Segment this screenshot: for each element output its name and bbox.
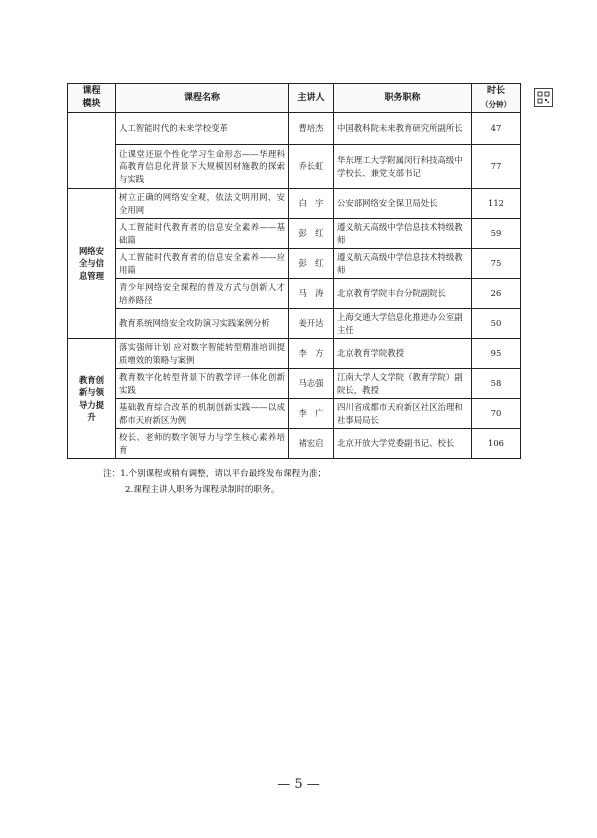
module-cell-1 [68, 113, 116, 189]
qr-scan-icon[interactable] [534, 88, 553, 107]
header-duration-label: 时长 [486, 86, 505, 96]
speaker-title: 北京开放大学党委副书记、校长 [334, 429, 472, 459]
table-row [68, 339, 521, 369]
table-row [68, 429, 521, 459]
speaker-title: 中国教科院未来教育研究所副所长 [334, 113, 472, 145]
speaker-name: 马志强 [289, 369, 334, 399]
course-name: 基础教育综合改革的机制创新实践——以成都市天府新区为例 [116, 399, 289, 429]
speaker-name: 白 宇 [289, 189, 334, 219]
duration: 95 [472, 339, 521, 369]
speaker-name: 李 广 [289, 399, 334, 429]
footnotes [103, 466, 326, 498]
duration: 50 [472, 309, 521, 339]
course-name: 人工智能时代教育者的信息安全素养——基础篇 [116, 219, 289, 249]
table-row [68, 249, 521, 279]
table-row [68, 145, 521, 189]
course-table [67, 83, 521, 459]
header-duration-unit: （分钟） [481, 100, 511, 109]
speaker-name: 姜开达 [289, 309, 334, 339]
course-name: 人工智能时代教育者的信息安全素养——应用篇 [116, 249, 289, 279]
module-cell-network-security: 网络安 全与信 息管理 [68, 189, 116, 339]
module-cell-education-leadership: 教育创 新与领 导力提 升 [68, 339, 116, 459]
duration: 112 [472, 189, 521, 219]
footnote-2: 2.课程主讲人职务为课程录制时的职务。 [125, 485, 280, 495]
speaker-name: 曹培杰 [289, 113, 334, 145]
speaker-name: 彭 红 [289, 249, 334, 279]
duration: 106 [472, 429, 521, 459]
table-row [68, 309, 521, 339]
course-name: 教育数字化转型背景下的教学评一体化创新实践 [116, 369, 289, 399]
speaker-title: 遵义航天高级中学信息技术特级教师 [334, 249, 472, 279]
duration: 58 [472, 369, 521, 399]
header-speaker: 主讲人 [289, 84, 334, 113]
speaker-name: 乔长虹 [289, 145, 334, 189]
course-name: 校长、老师的数字领导力与学生核心素养培育 [116, 429, 289, 459]
duration: 70 [472, 399, 521, 429]
course-name: 让课堂还原个性化学习生命形态——华理科高教育信息化背景下大规模因材施教的探索与实践 [116, 145, 289, 189]
duration: 47 [472, 113, 521, 145]
duration: 26 [472, 279, 521, 309]
speaker-name: 李 方 [289, 339, 334, 369]
table-header-row [68, 84, 521, 113]
header-module: 课程 模块 [68, 84, 116, 113]
speaker-name: 马 涛 [289, 279, 334, 309]
table-row [68, 219, 521, 249]
page-number: — 5 — [277, 777, 320, 792]
speaker-title: 公安部网络安全保卫局处长 [334, 189, 472, 219]
duration: 75 [472, 249, 521, 279]
duration: 77 [472, 145, 521, 189]
course-name: 教育系统网络安全攻防演习实践案例分析 [116, 309, 289, 339]
header-title: 职务职称 [334, 84, 472, 113]
footnote-1: 注：1.个别课程或稍有调整，请以平台最终发布课程为准； [103, 469, 327, 479]
speaker-name: 彭 红 [289, 219, 334, 249]
table-row [68, 369, 521, 399]
duration: 59 [472, 219, 521, 249]
speaker-title: 江南大学人文学院（教育学院）副院长，教授 [334, 369, 472, 399]
course-name: 人工智能时代的未来学校变革 [116, 113, 289, 145]
speaker-title: 上海交通大学信息化推进办公室副主任 [334, 309, 472, 339]
table-row [68, 279, 521, 309]
speaker-title: 遵义航天高级中学信息技术特级教师 [334, 219, 472, 249]
header-duration [472, 84, 521, 113]
table-row [68, 113, 521, 145]
speaker-title: 北京教育学院教授 [334, 339, 472, 369]
table-row [68, 189, 521, 219]
course-name: 树立正确的网络安全观，依法文明用网，安全用网 [116, 189, 289, 219]
speaker-title: 北京教育学院丰台分院副院长 [334, 279, 472, 309]
speaker-title: 四川省成都市天府新区社区治理和社事局局长 [334, 399, 472, 429]
qr-code-icon [537, 91, 550, 104]
course-name: 青少年网络安全课程的普及方式与创新人才培养路径 [116, 279, 289, 309]
table-row [68, 399, 521, 429]
speaker-title: 华东理工大学附属闵行科技高级中学校长、兼党支部书记 [334, 145, 472, 189]
speaker-name: 褚宏启 [289, 429, 334, 459]
header-course-name: 课程名称 [116, 84, 289, 113]
course-name: 落实强师计划 应对数字智能转型精准培训提质增效的策略与案例 [116, 339, 289, 369]
